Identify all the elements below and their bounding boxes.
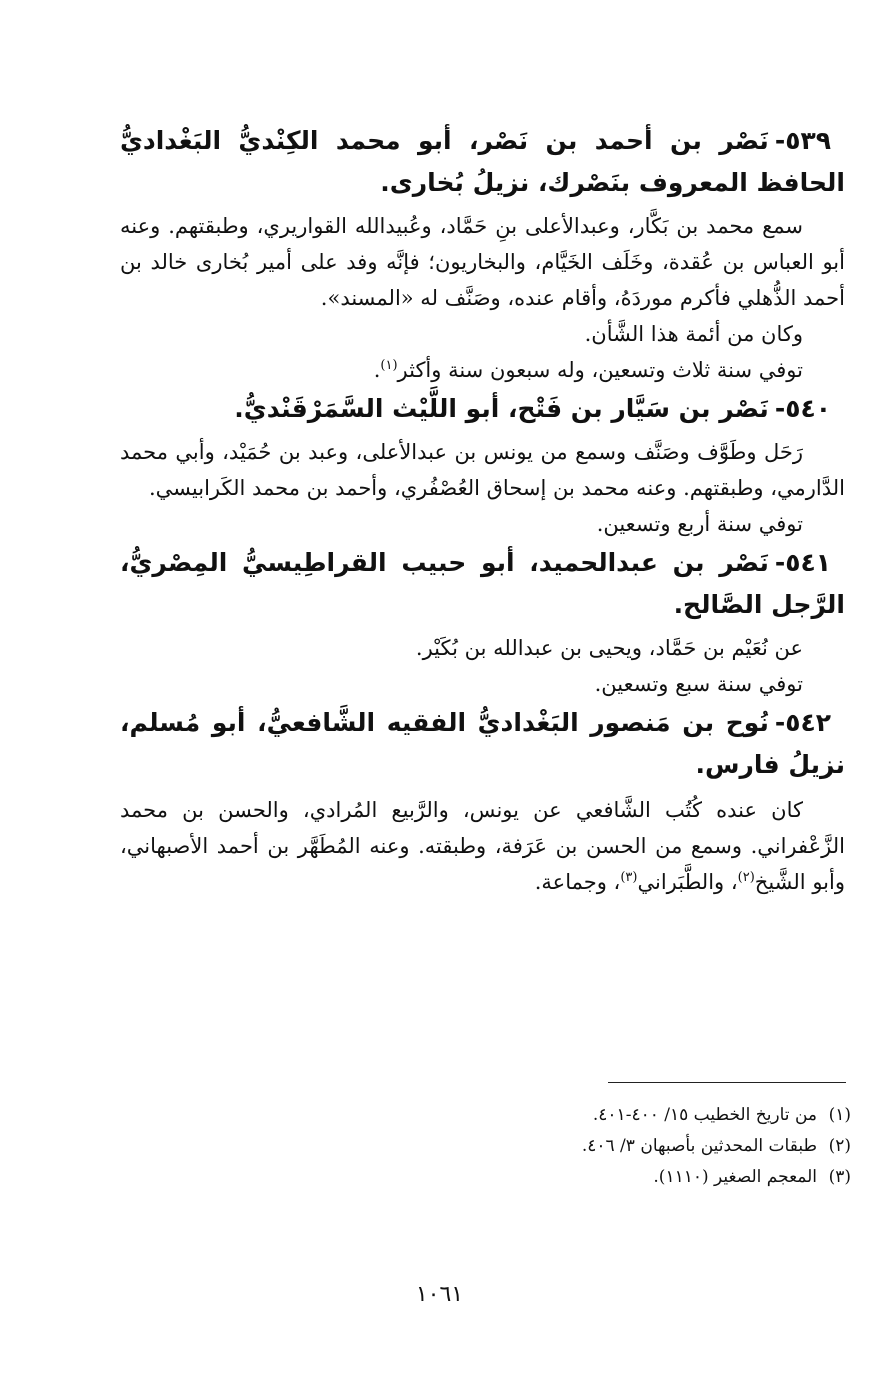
entry-title: نَصْر بن أحمد بن نَصْر، أبو محمد الكِنْديُّ البَغْداديُّ الحافظ المعروف بنَصْرك، نزيلُ بُخارى. — [120, 126, 845, 197]
footnotes — [131, 1100, 851, 1193]
entry-paragraph-text: توفي سنة ثلاث وتسعين، وله سبعون سنة وأكثر — [397, 358, 803, 382]
page-number: ١٠٦١ — [415, 1282, 464, 1307]
entry-heading — [120, 702, 845, 786]
entry-paragraph: توفي سنة أربع وتسعين. — [596, 512, 803, 536]
footnote-reference: (٢) — [737, 870, 755, 885]
entry-heading — [120, 120, 845, 204]
footnote-item — [131, 1100, 851, 1131]
entry-paragraph: عن نُعَيْم بن حَمَّاد، ويحيى بن عبدالله بن بُكَيْر. — [415, 636, 803, 660]
footnote-reference: (٣) — [620, 870, 638, 885]
entry-paragraph: وكان من أئمة هذا الشَّأن. — [584, 322, 803, 346]
entry-title: نُوح بن مَنصور البَغْداديُّ الفقيه الشَّافعيُّ، أبو مُسلم، نزيلُ فارس. — [120, 708, 845, 779]
entry-number: ٥٣٩- — [774, 126, 831, 155]
footnote-item — [131, 1131, 851, 1162]
entry-paragraph-tail: . — [373, 358, 381, 382]
entry-paragraph-text: كان عنده كُتُب الشَّافعي عن يونس، والرَّبيع المُرادي، والحسن بن محمد الزَّعْفراني. وسمع من الحسن بن عَرَفة، وطبقته. وعنه المُطَهَّر بن أحمد الأصبهاني، وأبو الشَّيخ — [120, 798, 845, 894]
footnote-text: طبقات المحدثين بأصبهان ٣/ ٤٠٦. — [581, 1136, 817, 1156]
footnote-mark: (٣) — [828, 1167, 851, 1187]
footnote-mark: (١) — [828, 1105, 851, 1125]
footnote-text: المعجم الصغير (١١١٠). — [653, 1167, 817, 1187]
entry-heading — [120, 542, 845, 626]
entry-paragraph — [120, 792, 845, 900]
entry-paragraph: رَحَل وطَوَّف وصَنَّف وسمع من يونس بن عبدالأعلى، وعبد بن حُمَيْد، وأبي محمد الدَّارمي، وطبقتهم. وعنه محمد بن إسحاق العُصْفُري، وأحمد بن محمد الكَرابيسي. — [120, 440, 845, 500]
entry-title: نَصْر بن سَيَّار بن فَتْح، أبو اللَّيْث السَّمَرْقَنْديُّ. — [234, 394, 769, 423]
entry-number: ٥٤٠- — [774, 394, 831, 423]
entry-number: ٥٤١- — [774, 548, 831, 577]
footnote-divider — [608, 1082, 846, 1083]
entry-title: نَصْر بن عبدالحميد، أبو حبيب القراطِيسيُّ المِصْريُّ، الرَّجل الصَّالح. — [120, 548, 845, 619]
footnote-text: من تاريخ الخطيب ١٥/ ٤٠٠-٤٠١. — [592, 1105, 817, 1125]
entry-paragraph-tail: ، وجماعة. — [534, 870, 621, 894]
entry-paragraph: توفي سنة سبع وتسعين. — [594, 672, 803, 696]
footnote-mark: (٢) — [828, 1136, 851, 1156]
footnote-reference: (١) — [380, 358, 398, 373]
entry-paragraph: سمع محمد بن بَكَّار، وعبدالأعلى بنِ حَمَّاد، وعُبيدالله القواريري، وطبقتهم. وعنه أبو العباس بن عُقدة، وخَلَف الخَيَّام، والبخاريون؛ فإنَّه وفد على أمير بُخارى خالد بن أحمد الذُّهلي فأكرم موردَهُ، وأقام عنده، وصَنَّف له «المسند». — [120, 214, 845, 310]
entry-heading — [120, 388, 845, 430]
footnote-item — [131, 1162, 851, 1193]
page-body — [120, 120, 845, 900]
entry-paragraph-text: ، والطَّبَراني — [637, 870, 738, 894]
entry-number: ٥٤٢- — [774, 708, 831, 737]
entry-paragraph — [120, 352, 845, 388]
